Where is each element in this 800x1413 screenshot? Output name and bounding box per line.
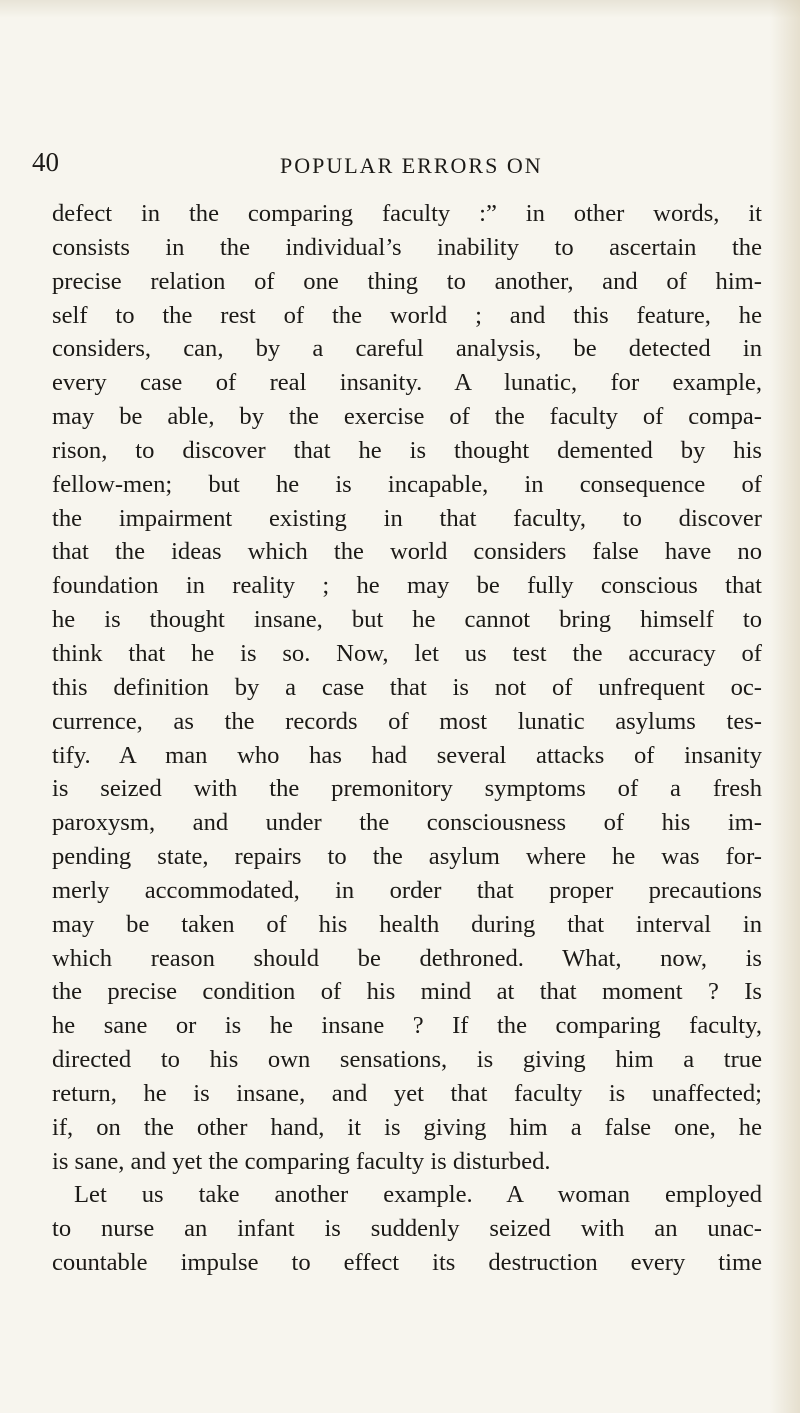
text-line: foundation in reality ; he may be fully conscious that	[52, 572, 762, 600]
text-line: precise relation of one thing to another, and of him-	[52, 267, 762, 295]
text-line: paroxysm, and under the consciousness of his im-	[52, 809, 762, 837]
text-line: considers, can, by a careful analysis, be detected in	[52, 335, 762, 363]
running-title: POPULAR ERRORS ON	[280, 153, 543, 178]
text-line: self to the rest of the world ; and this feature, he	[52, 301, 762, 329]
text-line: tify. A man who has had several attacks of insanity	[52, 741, 762, 769]
text-line: pending state, repairs to the asylum where he was for-	[52, 843, 762, 871]
text-line: is seized with the premonitory symptoms of a fresh	[52, 775, 762, 803]
text-line: may be taken of his health during that interval in	[52, 910, 762, 938]
text-line: return, he is insane, and yet that faculty is unaffected;	[52, 1079, 762, 1107]
text-line: merly accommodated, in order that proper precautions	[52, 876, 762, 904]
text-line: every case of real insanity. A lunatic, for example,	[52, 369, 762, 397]
paragraph-end-line: is sane, and yet the comparing faculty is disturbed.	[52, 1147, 551, 1175]
text-line: he sane or is he insane ? If the comparing faculty,	[52, 1012, 762, 1040]
text-line: think that he is so. Now, let us test the accuracy of	[52, 639, 762, 667]
text-line: may be able, by the exercise of the faculty of compa-	[52, 403, 762, 431]
page-number: 40	[32, 147, 59, 177]
text-line: the impairment existing in that faculty, to discover	[52, 504, 762, 532]
running-head	[0, 142, 800, 182]
text-line: the precise condition of his mind at that moment ? Is	[52, 978, 762, 1006]
body-text	[52, 197, 762, 1280]
text-line: countable impulse to effect its destruction every time	[52, 1249, 762, 1277]
text-line: rison, to discover that he is thought demented by his	[52, 436, 762, 464]
text-line: this definition by a case that is not of unfrequent oc-	[52, 673, 762, 701]
paragraph-start-line: Let us take another example. A woman employed	[74, 1181, 762, 1209]
text-line: which reason should be dethroned. What, now, is	[52, 944, 762, 972]
text-line: consists in the individual’s inability to ascertain the	[52, 233, 762, 261]
text-line: directed to his own sensations, is giving him a true	[52, 1046, 762, 1074]
text-line: to nurse an infant is suddenly seized with an unac-	[52, 1215, 762, 1243]
text-line: defect in the comparing faculty :” in other words, it	[52, 200, 762, 227]
text-line: that the ideas which the world considers false have no	[52, 538, 762, 566]
text-line: currence, as the records of most lunatic asylums tes-	[52, 707, 762, 735]
text-line: if, on the other hand, it is giving him a false one, he	[52, 1113, 762, 1141]
text-line: he is thought insane, but he cannot bring himself to	[52, 606, 762, 634]
text-line: fellow-men; but he is incapable, in consequence of	[52, 470, 762, 498]
